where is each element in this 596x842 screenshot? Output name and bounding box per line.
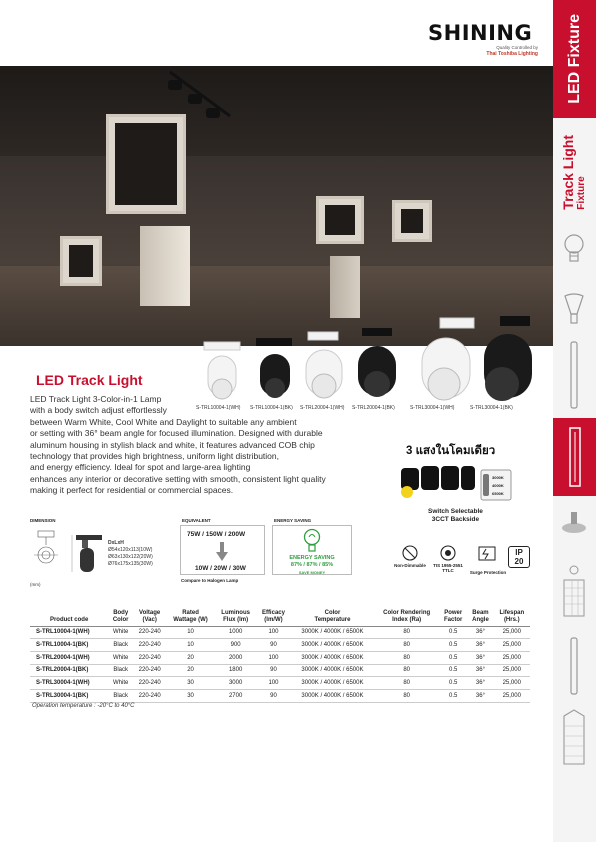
table-cell: 25,000 (494, 689, 530, 702)
table-cell: 90 (256, 689, 290, 702)
column-header: Product code (30, 603, 108, 626)
table-cell: S-TRL30004-1(WH) (30, 677, 108, 690)
equivalent-halogen: 75W / 150W / 200W (187, 531, 246, 538)
table-cell: 90 (256, 664, 290, 677)
energy-saving-text: ENERGY SAVING 87% / 87% / 85% SAVE MONEY (289, 555, 335, 575)
brand-name: SHINING (428, 21, 533, 45)
led-tube-icon[interactable] (560, 636, 588, 696)
description-line: and energy efficiency. Ideal for spot and large-area lighting (30, 462, 251, 473)
panel-light-icon[interactable] (560, 708, 588, 766)
table-row (30, 639, 530, 652)
cct-option: 4000K (492, 483, 504, 488)
description-line: between Warm White, Cool White and Daylight to suitable any ambient (30, 416, 297, 427)
hero-gallery-image (0, 66, 553, 346)
column-header: Power Factor (439, 603, 467, 626)
table-row (30, 664, 530, 677)
table-cell: 36° (467, 689, 493, 702)
table-row (30, 651, 530, 664)
variant-label: S-TRL20004-1(WH) (300, 405, 345, 411)
description-line: aluminum housing in stylish black and white, it features advanced COB chip (30, 439, 315, 450)
table-cell: 220-240 (133, 639, 166, 652)
table-cell: 2700 (215, 689, 256, 702)
table-cell: 36° (467, 639, 493, 652)
category-label: LED Fixture (565, 14, 583, 104)
table-cell: White (108, 677, 133, 690)
variant-label: S-TRL30004-1(WH) (410, 405, 455, 411)
table-cell: 36° (467, 651, 493, 664)
table-row (30, 626, 530, 639)
column-header: Beam Angle (467, 603, 493, 626)
column-header: Color Rendering Index (Ra) (374, 603, 439, 626)
table-cell: White (108, 651, 133, 664)
gallery-frame (392, 200, 432, 242)
table-cell: S-TRL10004-1(BK) (30, 639, 108, 652)
variant-label: S-TRL10004-1(WH) (196, 405, 241, 411)
table-cell: 3000K / 4000K / 6500K (291, 639, 375, 652)
table-cell: Black (108, 664, 133, 677)
table-cell: 36° (467, 677, 493, 690)
surge-protection-label: Surge Protection (469, 570, 507, 575)
switch-caption: Switch Selectable 3CCT Backside (428, 508, 483, 523)
dimension-heading: DIMENSION (30, 518, 56, 523)
highbay-icon[interactable] (560, 508, 588, 538)
table-cell: 20 (166, 664, 215, 677)
down-arrow-icon (216, 542, 228, 562)
table-cell: 80 (374, 677, 439, 690)
non-dimmable-label: Non-Dimmable (394, 563, 426, 568)
tis-standard-label: TIS 1955-2551 TTLC (433, 563, 463, 573)
table-cell: 1800 (215, 664, 256, 677)
column-header: Body Color (108, 603, 133, 626)
category-tab[interactable] (553, 0, 596, 118)
table-cell: 90 (256, 639, 290, 652)
table-cell: 0.5 (439, 626, 467, 639)
table-cell: 0.5 (439, 639, 467, 652)
table-header-row (30, 603, 530, 626)
gallery-frame (106, 114, 186, 214)
variant-label: S-TRL30004-1(BK) (470, 405, 513, 411)
table-cell: 3000K / 4000K / 6500K (291, 689, 375, 702)
table-row (30, 689, 530, 702)
table-cell: 25,000 (494, 639, 530, 652)
table-cell: 100 (256, 677, 290, 690)
table-cell: 25,000 (494, 664, 530, 677)
equivalent-caption: Compare to Halogen Lamp (181, 578, 239, 583)
table-body (30, 626, 530, 702)
table-cell: 0.5 (439, 689, 467, 702)
table-cell: 80 (374, 664, 439, 677)
cct-option: 6500K (492, 491, 504, 496)
table-cell: 25,000 (494, 626, 530, 639)
surge-protection-icon (478, 544, 496, 562)
table-cell: S-TRL10004-1(WH) (30, 626, 108, 639)
table-cell: 10 (166, 626, 215, 639)
table-cell: 3000K / 4000K / 6500K (291, 626, 375, 639)
equivalent-heading: EQUIVALENT (182, 518, 211, 523)
table-cell: 36° (467, 626, 493, 639)
table-cell: Black (108, 639, 133, 652)
three-light-feature-title: 3 แสงในโคมเดียว (406, 445, 496, 457)
gallery-frame (316, 196, 364, 244)
subcategory-tab[interactable] (553, 122, 596, 222)
table-cell: 220-240 (133, 677, 166, 690)
description-line: LED Track Light 3-Color-in-1 Lamp (30, 394, 162, 404)
subcategory-label: Track Light (559, 134, 576, 210)
table-cell: 100 (256, 651, 290, 664)
subcategory-sublabel: Fixture (575, 176, 587, 210)
non-dimmable-icon (402, 545, 418, 561)
track-light-icon (160, 66, 250, 126)
table-cell: 220-240 (133, 664, 166, 677)
table-cell: S-TRL20004-1(WH) (30, 651, 108, 664)
description-line: enhances any interior or decorative setting with smooth, consistent light quality (30, 473, 326, 484)
table-cell: 25,000 (494, 651, 530, 664)
table-cell: 36° (467, 664, 493, 677)
table-cell: 0.5 (439, 664, 467, 677)
energy-bulb-icon (303, 528, 321, 554)
table-cell: 25,000 (494, 677, 530, 690)
column-header: Efficacy (lm/W) (256, 603, 290, 626)
variant-label: S-TRL20004-1(BK) (352, 405, 395, 411)
table-cell: 20 (166, 651, 215, 664)
energy-saving-heading: ENERGY SAVING (274, 518, 312, 523)
column-header: Rated Wattage (W) (166, 603, 215, 626)
column-header: Color Temperature (291, 603, 375, 626)
table-cell: 3000K / 4000K / 6500K (291, 664, 375, 677)
equivalent-led: 10W / 20W / 30W (195, 565, 246, 572)
table-cell: 2000 (215, 651, 256, 664)
table-row (30, 677, 530, 690)
table-cell: 0.5 (439, 677, 467, 690)
dimension-values: DxLxH Ø54x120x113(10W) Ø63x130x122(20W) Ø76x175x135(30W) (108, 540, 153, 567)
product-title: LED Track Light (36, 372, 143, 388)
unit-mm: (mm) (30, 582, 41, 587)
column-header: Voltage (Vac) (133, 603, 166, 626)
table-cell: 220-240 (133, 689, 166, 702)
floodlight-icon[interactable] (560, 562, 588, 622)
column-header: Luminous Flux (lm) (215, 603, 256, 626)
table-cell: 30 (166, 677, 215, 690)
tube-light-icon[interactable] (560, 340, 588, 410)
track-light-category-selected[interactable] (553, 418, 596, 496)
table-cell: 80 (374, 626, 439, 639)
table-cell: 3000K / 4000K / 6500K (291, 677, 375, 690)
product-lineup-image (198, 314, 534, 406)
description-line: or setting with 36° beam angle for focused illumination. Designed with durable (30, 428, 323, 439)
table-cell: White (108, 626, 133, 639)
table-cell: 0.5 (439, 651, 467, 664)
table-cell: 3000 (215, 677, 256, 690)
description-line: technology that provides high brightness, uniform light distribution, (30, 451, 280, 462)
brand-company: Thai Toshiba Lighting (486, 51, 538, 57)
variant-label: S-TRL10004-1(BK) (250, 405, 293, 411)
bulb-icon[interactable] (560, 232, 588, 270)
product-description (30, 394, 360, 497)
operation-temperature-note: Operation temperature : -20°C to 40°C (32, 703, 135, 709)
description-line: with a body switch adjust effortlessly (30, 405, 167, 416)
pedestal (140, 226, 190, 306)
cct-switch-image (395, 458, 520, 504)
spec-table (30, 603, 530, 703)
brand-logo (428, 22, 538, 62)
table-cell: S-TRL20004-1(BK) (30, 664, 108, 677)
table-cell: 900 (215, 639, 256, 652)
tis-certification-icon (440, 545, 456, 561)
pedestal (330, 256, 360, 318)
description-line: making it perfect for residential or commercial spaces. (30, 485, 234, 496)
table-cell: 80 (374, 651, 439, 664)
table-cell: 220-240 (133, 626, 166, 639)
table-cell: 80 (374, 639, 439, 652)
column-header: Lifespan (Hrs.) (494, 603, 530, 626)
table-cell: 10 (166, 639, 215, 652)
cct-option: 3000K (492, 475, 504, 480)
ip-rating-badge: IP 20 (508, 546, 530, 568)
brand-tagline: Quality Controlled by (496, 45, 538, 50)
table-cell: 100 (256, 626, 290, 639)
table-cell: 30 (166, 689, 215, 702)
gallery-frame (60, 236, 102, 286)
table-cell: 3000K / 4000K / 6500K (291, 651, 375, 664)
table-cell: 220-240 (133, 651, 166, 664)
track-fixture-icon (568, 426, 582, 488)
table-cell: Black (108, 689, 133, 702)
table-cell: 1000 (215, 626, 256, 639)
table-cell: 80 (374, 689, 439, 702)
reflector-bulb-icon[interactable] (560, 292, 588, 328)
table-cell: S-TRL30004-1(BK) (30, 689, 108, 702)
